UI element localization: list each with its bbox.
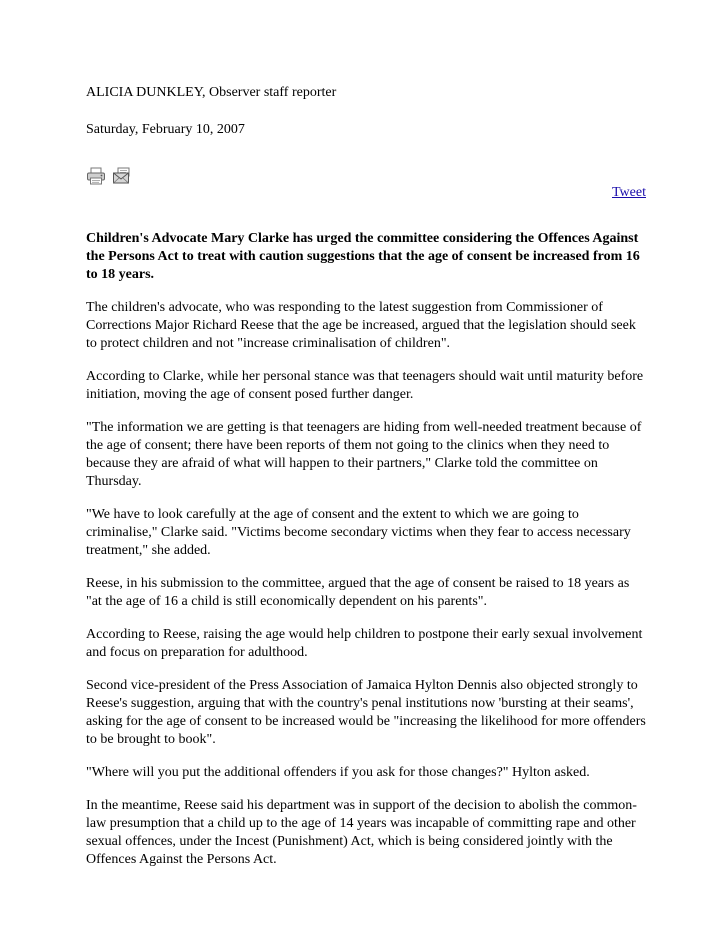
article-tools <box>86 167 132 185</box>
email-icon[interactable] <box>112 167 132 185</box>
article-paragraph: The children's advocate, who was responding to the latest suggestion from Commissioner of Corrections Major Richard Reese that the age be increased, argued that the legislation should seek to protect children and not "increase criminalisation of children". <box>86 300 636 351</box>
byline: ALICIA DUNKLEY, Observer staff reporter <box>86 85 337 100</box>
article-paragraph: According to Reese, raising the age would help children to postpone their early sexual involvement and focus on preparation for adulthood. <box>86 627 643 660</box>
article-paragraph: "Where will you put the additional offenders if you ask for those changes?" Hylton asked. <box>86 765 590 780</box>
article-paragraph: Second vice-president of the Press Association of Jamaica Hylton Dennis also objected strongly to Reese's suggestion, arguing that with the country's penal institutions now 'bursting at their seams', asking for the age of consent to be increased would be "increasing the likelihood for more offenders to be brought to book". <box>86 678 646 747</box>
article-body <box>86 230 646 884</box>
article-paragraph: According to Clarke, while her personal stance was that teenagers should wait until maturity before initiation, moving the age of consent posed further danger. <box>86 369 644 402</box>
article-lead: Children's Advocate Mary Clarke has urged the committee considering the Offences Against the Persons Act to treat with caution suggestions that the age of consent be increased from 16 to 18 years. <box>86 231 640 282</box>
article-paragraph: In the meantime, Reese said his department was in support of the decision to abolish the common-law presumption that a child up to the age of 14 years was incapable of committing rape and other sexual offences, under the Incest (Punishment) Act, which is being considered jointly with the Offences Against the Persons Act. <box>86 798 637 867</box>
tweet-link[interactable]: Tweet <box>611 185 646 200</box>
article-paragraph: "The information we are getting is that teenagers are hiding from well-needed treatment because of the age of consent; there have been reports of them not going to the clinics when they need to because they are afraid of what will happen to their partners," Clarke told the committee on Thursday. <box>86 420 642 489</box>
article-paragraph: "We have to look carefully at the age of consent and the extent to which we are going to criminalise," Clarke said. "Victims become secondary victims when they fear to access necessary treatment," she added. <box>86 507 631 558</box>
print-icon[interactable] <box>86 167 106 185</box>
article-paragraph: Reese, in his submission to the committee, argued that the age of consent be raised to 18 years as "at the age of 16 a child is still economically dependent on his parents". <box>86 576 630 609</box>
publish-date: Saturday, February 10, 2007 <box>86 122 245 137</box>
